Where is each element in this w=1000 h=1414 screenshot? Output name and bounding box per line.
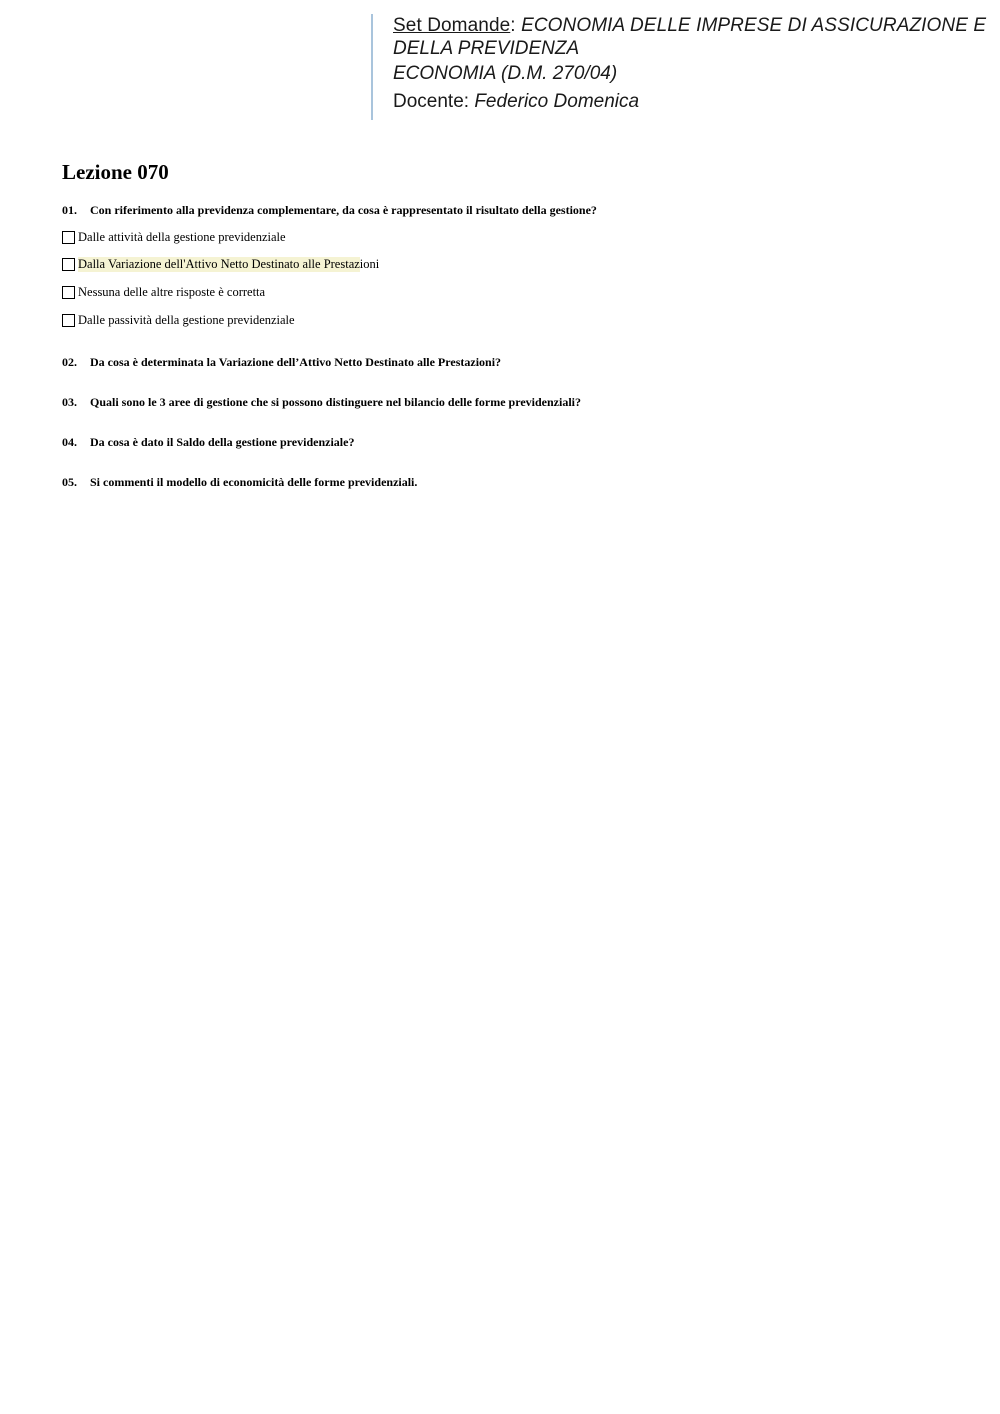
question-text: Quali sono le 3 aree di gestione che si possono distinguere nel bilancio delle forme previdenziali? xyxy=(90,395,582,409)
question-04 xyxy=(62,435,354,450)
question-03 xyxy=(62,395,581,410)
answer-option-4[interactable] xyxy=(62,313,295,328)
answer-text: Nessuna delle altre risposte è corretta xyxy=(78,285,266,299)
answer-option-1[interactable] xyxy=(62,230,286,245)
question-text: Con riferimento alla previdenza complementare, da cosa è rappresentato il risultato della gestione? xyxy=(90,203,597,217)
question-text: Da cosa è determinata la Variazione dell’Attivo Netto Destinato alle Prestazioni? xyxy=(90,355,502,369)
question-text: Da cosa è dato il Saldo della gestione previdenziale? xyxy=(90,435,355,449)
answer-option-3[interactable] xyxy=(62,285,265,300)
course-title-line1: ECONOMIA DELLE IMPRESE DI ASSICURAZIONE E xyxy=(521,15,987,36)
question-number: 03. xyxy=(62,395,77,409)
answer-text: Dalle attività della gestione previdenziale xyxy=(78,230,286,244)
set-separator: : xyxy=(510,15,516,36)
question-number: 04. xyxy=(62,435,77,449)
document-header xyxy=(393,14,988,113)
answer-text-highlighted: Dalla Variazione dell'Attivo Netto Destinato alle Prestaz xyxy=(78,257,360,271)
question-number: 02. xyxy=(62,355,77,369)
set-label: Set Domande xyxy=(393,15,511,36)
question-02 xyxy=(62,355,501,370)
question-number: 01. xyxy=(62,203,77,217)
question-05 xyxy=(62,475,417,490)
course-title-line2: DELLA PREVIDENZA xyxy=(393,38,580,59)
answer-checkbox[interactable] xyxy=(62,231,75,244)
lesson-title: Lezione 070 xyxy=(62,160,169,184)
answer-text: Dalle passività della gestione previdenziale xyxy=(78,313,295,327)
answer-option-2[interactable] xyxy=(62,257,379,272)
teacher-label: Docente: xyxy=(393,91,475,112)
answer-checkbox[interactable] xyxy=(62,258,75,271)
teacher-name: Federico Domenica xyxy=(474,91,640,112)
degree-program: ECONOMIA (D.M. 270/04) xyxy=(393,63,618,84)
header-divider xyxy=(371,14,373,120)
answer-checkbox[interactable] xyxy=(62,286,75,299)
answer-checkbox[interactable] xyxy=(62,314,75,327)
question-text: Si commenti il modello di economicità delle forme previdenziali. xyxy=(90,475,418,489)
answer-text: ioni xyxy=(359,257,380,271)
question-number: 05. xyxy=(62,475,77,489)
question-01 xyxy=(62,203,597,218)
